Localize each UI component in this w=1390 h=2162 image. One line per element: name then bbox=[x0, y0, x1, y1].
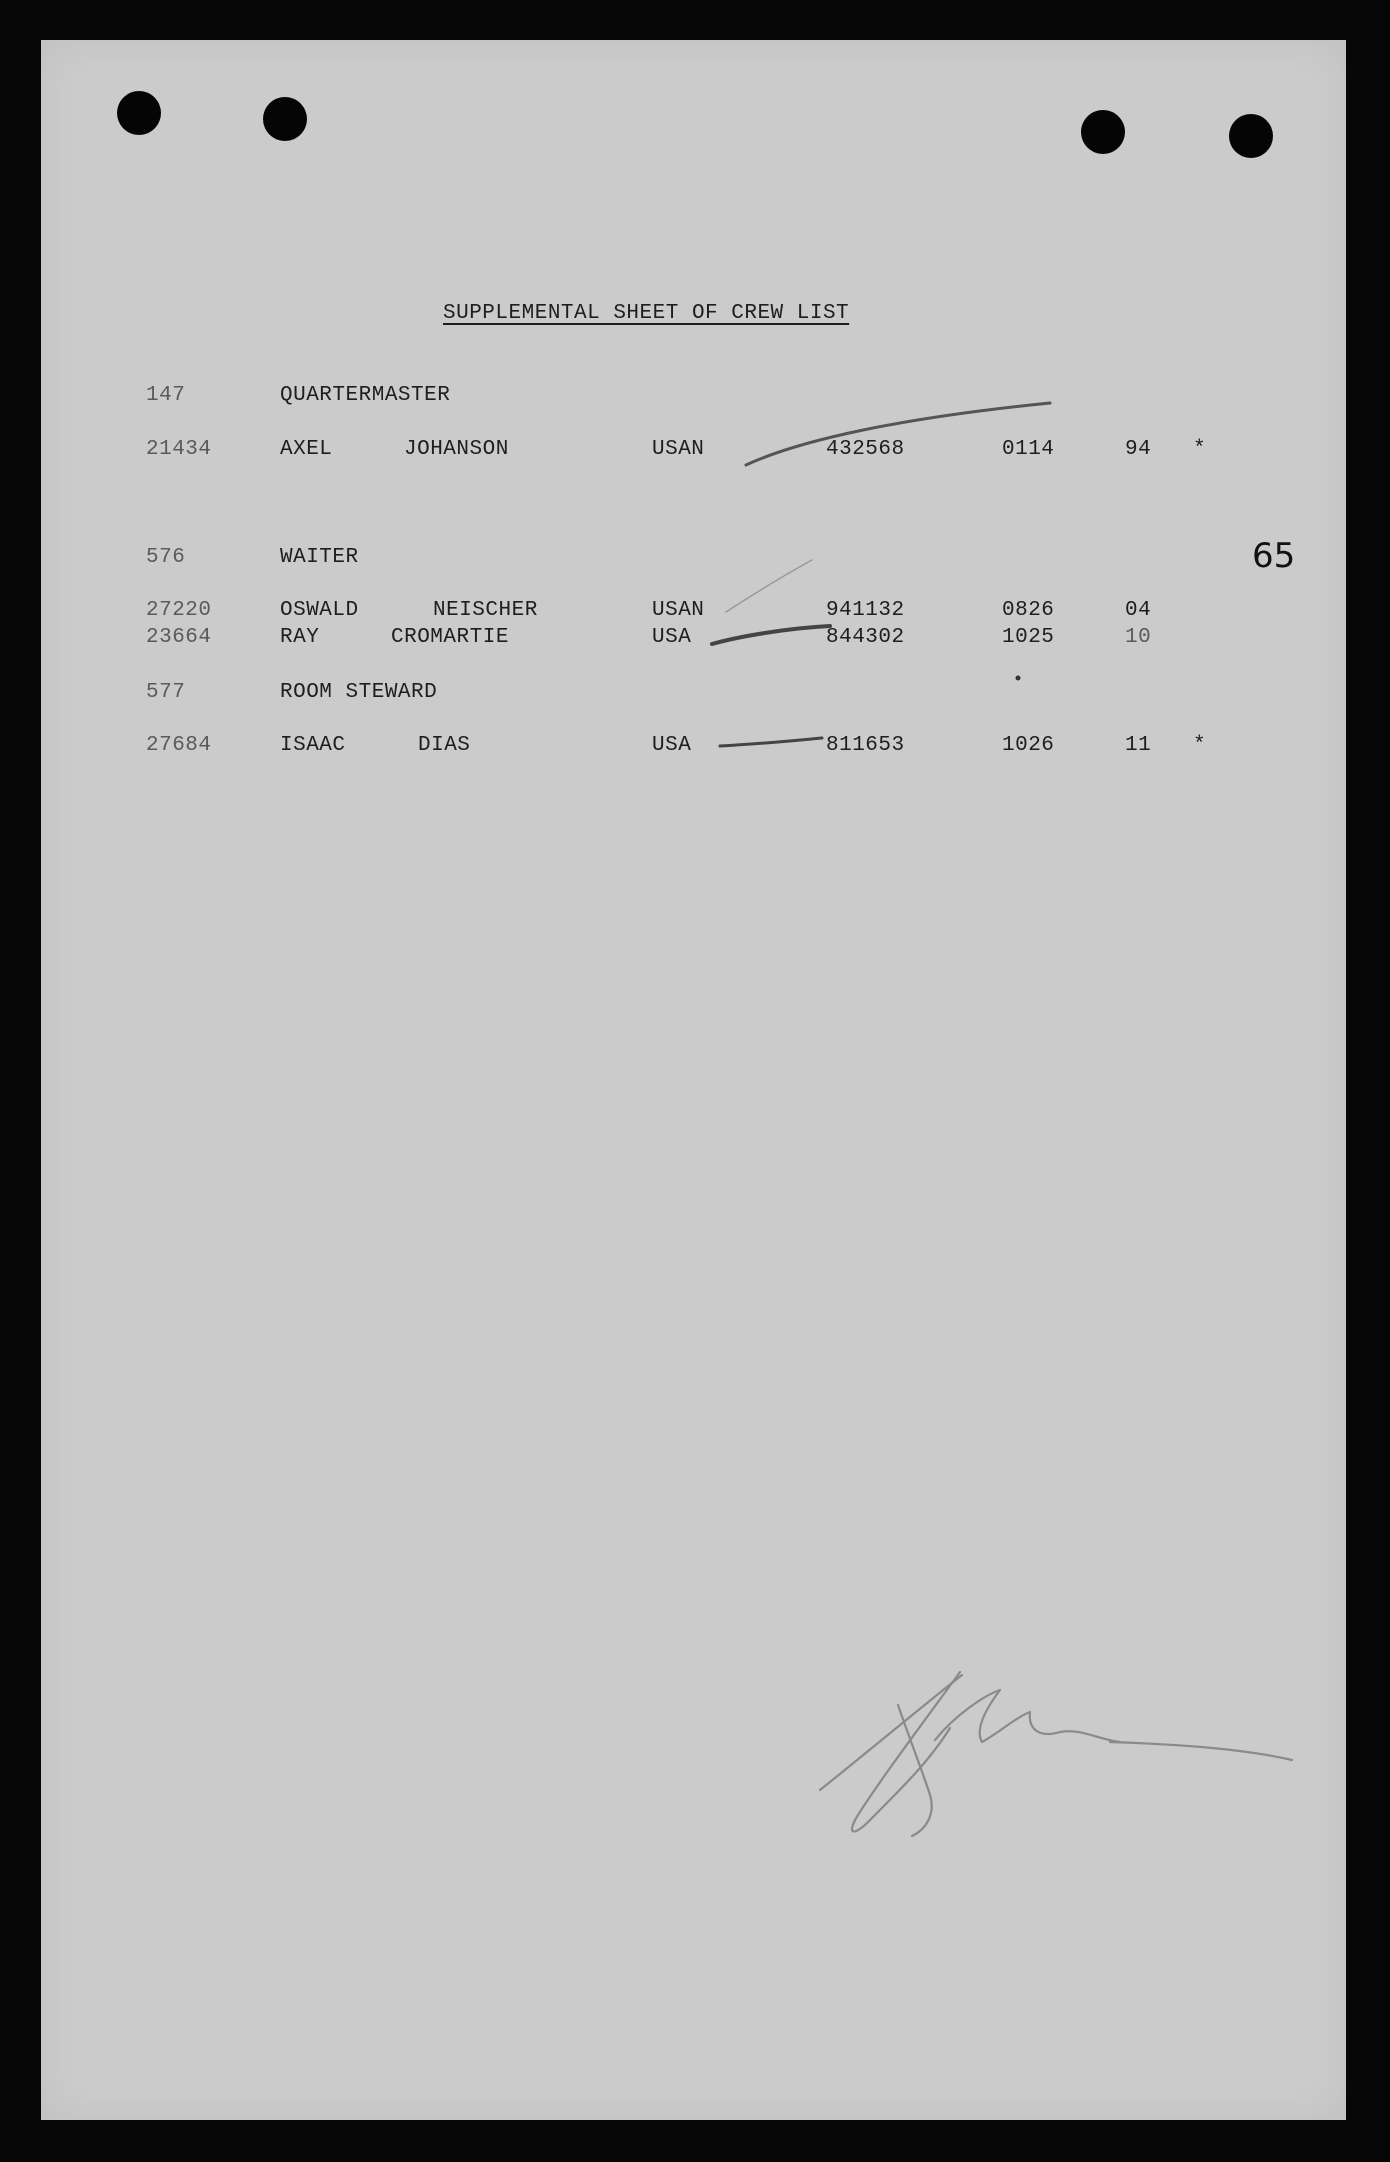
crew-id: 21434 bbox=[146, 438, 212, 461]
crew-code: 1025 bbox=[1002, 626, 1055, 649]
crew-last-name: CROMARTIE bbox=[391, 626, 509, 649]
crew-age: 94 bbox=[1125, 438, 1152, 461]
crew-last-name: JOHANSON bbox=[404, 438, 509, 461]
section-code: 576 bbox=[146, 546, 186, 569]
punch-hole bbox=[1081, 110, 1125, 154]
section-rank: QUARTERMASTER bbox=[280, 384, 451, 407]
crew-first-name: OSWALD bbox=[280, 599, 359, 622]
crew-last-name: NEISCHER bbox=[433, 599, 538, 622]
crew-nationality: USAN bbox=[652, 438, 705, 461]
punch-hole bbox=[1229, 114, 1273, 158]
section-code: 577 bbox=[146, 681, 186, 704]
crew-first-name: ISAAC bbox=[280, 734, 346, 757]
document-page bbox=[41, 40, 1346, 2120]
crew-last-name: DIAS bbox=[418, 734, 471, 757]
crew-code: 1026 bbox=[1002, 734, 1055, 757]
crew-id: 27684 bbox=[146, 734, 212, 757]
crew-first-name: AXEL bbox=[280, 438, 333, 461]
crew-code: 0114 bbox=[1002, 438, 1055, 461]
crew-age: 04 bbox=[1125, 599, 1152, 622]
section-rank: ROOM STEWARD bbox=[280, 681, 438, 704]
crew-code: 0826 bbox=[1002, 599, 1055, 622]
section-rank: WAITER bbox=[280, 546, 359, 569]
section-code: 147 bbox=[146, 384, 186, 407]
crew-certificate: 811653 bbox=[826, 734, 905, 757]
crew-nationality: USAN bbox=[652, 599, 705, 622]
crew-certificate: 432568 bbox=[826, 438, 905, 461]
page-number-stamp: 65 bbox=[1252, 536, 1296, 576]
crew-id: 23664 bbox=[146, 626, 212, 649]
crew-age: 10 bbox=[1125, 626, 1152, 649]
crew-certificate: 941132 bbox=[826, 599, 905, 622]
punch-hole bbox=[263, 97, 307, 141]
punch-hole bbox=[117, 91, 161, 135]
crew-mark: * bbox=[1193, 438, 1207, 461]
crew-first-name: RAY bbox=[280, 626, 320, 649]
crew-id: 27220 bbox=[146, 599, 212, 622]
crew-age: 11 bbox=[1125, 734, 1152, 757]
crew-mark: * bbox=[1193, 734, 1207, 757]
page-title: SUPPLEMENTAL SHEET OF CREW LIST bbox=[443, 302, 850, 325]
crew-nationality: USA bbox=[652, 626, 692, 649]
crew-certificate: 844302 bbox=[826, 626, 905, 649]
crew-nationality: USA bbox=[652, 734, 692, 757]
